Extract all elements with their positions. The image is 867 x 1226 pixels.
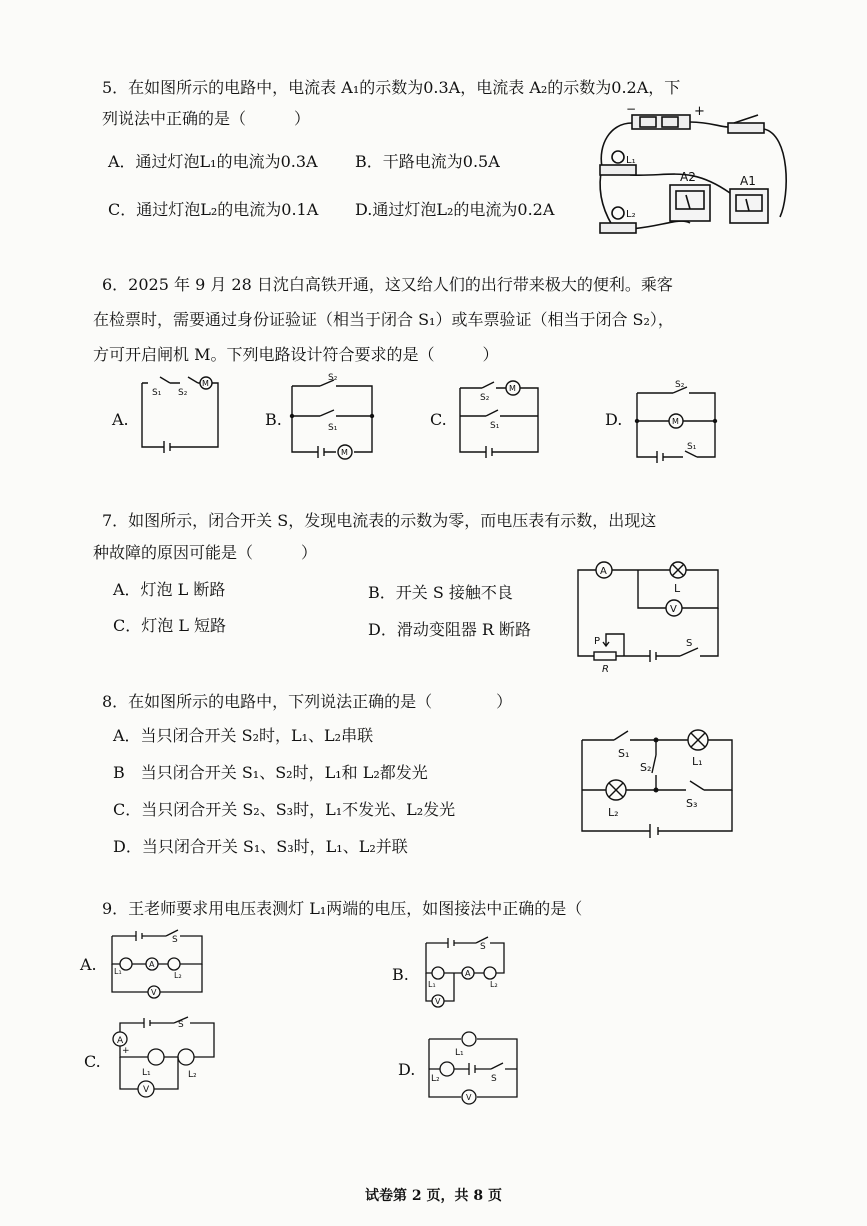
lamp-icon [440, 1062, 454, 1076]
svg-text:L₂: L₂ [431, 1074, 440, 1084]
q7-option-a: A．灯泡 L 断路 [113, 580, 226, 599]
svg-text:P: P [594, 636, 601, 647]
q9-circuit-c [108, 1015, 223, 1100]
q6-label-b: B. [265, 410, 282, 429]
q7-circuit-figure [576, 558, 726, 673]
svg-text:A: A [149, 960, 155, 969]
svg-text:M: M [341, 448, 348, 457]
svg-text:A2: A2 [680, 170, 696, 184]
q6-stem-line3: 方可开启闸机 M。下列电路设计符合要求的是（ ） [93, 345, 499, 364]
q5-option-d: D.通过灯泡L₂的电流为0.2A [355, 200, 555, 219]
svg-text:+: + [122, 1046, 130, 1056]
svg-text:S₁: S₁ [490, 421, 500, 431]
svg-text:A1: A1 [740, 174, 756, 188]
svg-text:V: V [151, 988, 157, 997]
q6-circuit-b [290, 373, 380, 458]
q7-option-c: C．灯泡 L 短路 [113, 616, 227, 635]
q8-option-b: B 当只闭合开关 S₁、S₂时，L₁和 L₂都发光 [113, 763, 428, 782]
svg-text:S: S [686, 638, 693, 649]
q5-stem-line1: 5．在如图所示的电路中，电流表 A₁的示数为0.3A，电流表 A₂的示数为0.2A，下 [102, 78, 681, 97]
svg-text:A: A [465, 969, 471, 978]
svg-text:A: A [117, 1036, 124, 1046]
svg-text:S₂: S₂ [178, 388, 188, 398]
lamp-icon [612, 151, 624, 163]
svg-text:S₂: S₂ [640, 761, 652, 774]
q6-circuit-a [140, 375, 230, 455]
svg-text:S₃: S₃ [686, 797, 698, 810]
lamp-icon [432, 967, 444, 979]
q6-stem-line2: 在检票时，需要通过身份证验证（相当于闭合 S₁）或车票验证（相当于闭合 S₂）， [93, 310, 674, 329]
q9-label-a: A. [80, 955, 97, 974]
svg-text:S: S [480, 942, 486, 952]
q9-label-b: B. [392, 965, 409, 984]
svg-text:L₁: L₁ [428, 980, 436, 989]
page-footer: 试卷第 2 页，共 8 页 [365, 1188, 502, 1204]
svg-text:V: V [670, 604, 677, 615]
q9-stem-line1: 9．王老师要求用电压表测灯 L₁两端的电压，如图接法中正确的是（ [102, 899, 583, 918]
svg-text:S₂: S₂ [480, 393, 490, 403]
lamp-icon [484, 967, 496, 979]
q6-label-d: D. [605, 410, 623, 429]
q8-option-a: A．当只闭合开关 S₂时，L₁、L₂串联 [113, 726, 374, 745]
q7-stem-line2: 种故障的原因可能是（ ） [93, 543, 318, 562]
q7-option-d: D．滑动变阻器 R 断路 [368, 620, 532, 639]
q6-label-a: A. [112, 410, 129, 429]
q6-circuit-d [635, 380, 725, 465]
q7-stem-line1: 7．如图所示，闭合开关 S，发现电流表的示数为零，而电压表有示数，出现这 [102, 511, 657, 530]
q6-label-c: C. [430, 410, 447, 429]
svg-text:M: M [509, 384, 516, 393]
svg-text:L₁: L₁ [455, 1048, 464, 1058]
svg-text:V: V [143, 1085, 150, 1095]
q9-label-c: C. [84, 1052, 101, 1071]
q9-label-d: D. [398, 1060, 416, 1079]
q8-stem-line1: 8．在如图所示的电路中，下列说法正确的是（ ） [102, 692, 513, 711]
svg-text:S: S [172, 935, 178, 945]
q5-option-a: A．通过灯泡L₁的电流为0.3A [108, 152, 318, 171]
q7-option-b: B．开关 S 接触不良 [368, 583, 513, 602]
svg-text:L₁: L₁ [114, 967, 122, 976]
svg-text:S₁: S₁ [618, 747, 630, 760]
svg-text:A: A [600, 566, 607, 577]
svg-text:S: S [491, 1074, 497, 1084]
svg-text:L₂: L₂ [626, 209, 636, 220]
svg-text:M: M [202, 379, 209, 388]
svg-text:+: + [694, 104, 705, 119]
svg-text:−: − [626, 102, 637, 116]
q5-option-c: C．通过灯泡L₂的电流为0.1A [108, 200, 319, 219]
q8-option-d: D．当只闭合开关 S₁、S₃时，L₁、L₂并联 [113, 837, 408, 856]
svg-text:S: S [178, 1020, 184, 1030]
svg-text:L₂: L₂ [490, 980, 498, 989]
lamp-icon [612, 207, 624, 219]
svg-text:L₂: L₂ [608, 806, 619, 819]
svg-text:L₁: L₁ [142, 1068, 151, 1078]
svg-text:V: V [466, 1093, 472, 1102]
lamp-icon [462, 1032, 476, 1046]
svg-text:S₁: S₁ [687, 442, 697, 452]
svg-text:S₂: S₂ [675, 380, 685, 390]
q5-circuit-figure [590, 102, 795, 245]
q6-circuit-c [458, 380, 548, 460]
svg-text:S₁: S₁ [328, 423, 338, 433]
q6-stem-line1: 6．2025 年 9 月 28 日沈白高铁开通，这又给人们的出行带来极大的便利。乘客 [102, 275, 673, 294]
q9-circuit-b [420, 935, 520, 1015]
svg-text:V: V [435, 997, 441, 1006]
rheostat-icon [594, 652, 616, 660]
q9-circuit-d [425, 1025, 525, 1110]
svg-text:L: L [674, 582, 681, 595]
svg-text:L₁: L₁ [692, 755, 703, 768]
q8-option-c: C．当只闭合开关 S₂、S₃时，L₁不发光、L₂发光 [113, 800, 456, 819]
lamp-icon [148, 1049, 164, 1065]
lamp-icon [168, 958, 180, 970]
svg-text:L₂: L₂ [188, 1070, 197, 1080]
switch-icon [728, 123, 764, 133]
svg-text:S₂: S₂ [328, 373, 338, 383]
svg-text:M: M [672, 417, 679, 426]
svg-text:R: R [602, 664, 609, 675]
q8-circuit-figure [580, 725, 740, 840]
svg-text:L₂: L₂ [174, 971, 182, 980]
lamp-icon [178, 1049, 194, 1065]
q5-option-b: B．干路电流为0.5A [355, 152, 500, 171]
svg-text:S₁: S₁ [152, 388, 162, 398]
svg-text:L₁: L₁ [626, 155, 636, 166]
q5-stem-line2: 列说法中正确的是（ ） [102, 109, 311, 128]
lamp-icon [120, 958, 132, 970]
q9-circuit-a [110, 928, 210, 1003]
